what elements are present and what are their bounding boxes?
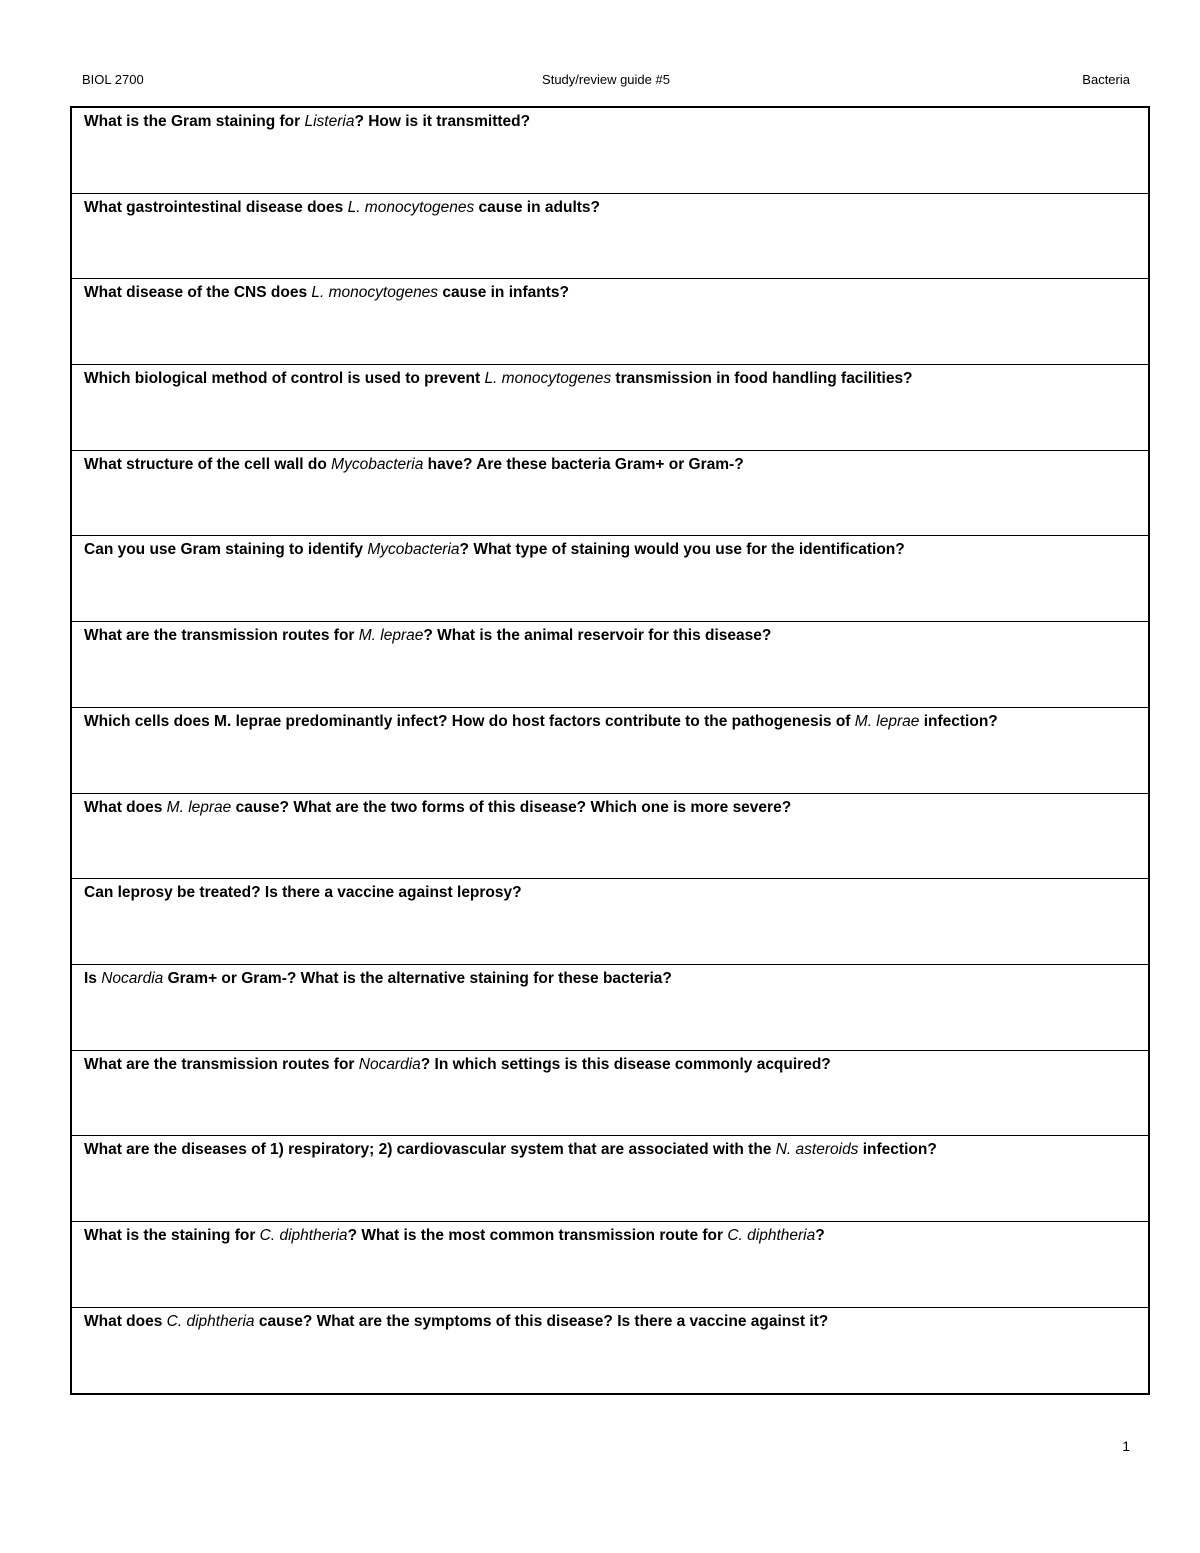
question-text: infection? bbox=[858, 1141, 937, 1159]
question-text: Which biological method of control is used to prevent bbox=[84, 370, 485, 388]
question-text-italic: L. monocytogenes bbox=[311, 284, 439, 302]
question-text: cause in adults? bbox=[474, 198, 601, 216]
guide-title: Study/review guide #5 bbox=[542, 72, 670, 87]
question-text: ? bbox=[815, 1226, 825, 1244]
question-text-italic: N. asteroids bbox=[775, 1141, 859, 1159]
question-row bbox=[72, 879, 1148, 965]
question-text: ? In which settings is this disease commonly acquired? bbox=[420, 1055, 831, 1073]
question-text: What are the transmission routes for bbox=[84, 1055, 359, 1073]
question-text-italic: M. leprae bbox=[166, 798, 232, 816]
question-row bbox=[72, 965, 1148, 1051]
question-text: What structure of the cell wall do bbox=[84, 455, 332, 473]
question-text-italic: C. diphtheria bbox=[166, 1312, 255, 1330]
question-text-italic: Listeria bbox=[304, 113, 355, 130]
question-text-italic: Mycobacteria bbox=[331, 455, 424, 473]
question-text: cause? What are the symptoms of this disease? Is there a vaccine against it? bbox=[254, 1312, 829, 1330]
question-text-italic: Mycobacteria bbox=[367, 541, 460, 559]
question-text: What are the diseases of 1) respiratory; 2) cardiovascular system that are associated with the bbox=[84, 1141, 776, 1159]
question-text-italic: M. leprae bbox=[358, 627, 424, 645]
question-text: have? Are these bacteria Gram+ or Gram-? bbox=[423, 455, 744, 473]
question-text: transmission in food handling facilities? bbox=[611, 370, 913, 388]
question-text: What does bbox=[84, 798, 167, 816]
question-text: ? What type of staining would you use for the identification? bbox=[459, 541, 905, 559]
question-row bbox=[72, 794, 1148, 880]
question-row bbox=[72, 194, 1148, 280]
question-text: ? How is it transmitted? bbox=[354, 113, 531, 130]
question-text: Can you use Gram staining to identify bbox=[84, 541, 368, 559]
question-text-italic: M. leprae bbox=[854, 712, 920, 730]
page-header bbox=[82, 72, 1130, 92]
question-row bbox=[72, 279, 1148, 365]
question-text-italic: L. monocytogenes bbox=[347, 198, 475, 216]
question-text-italic: L. monocytogenes bbox=[484, 370, 612, 388]
question-text: Which cells does M. leprae predominantly infect? How do host factors contribute to the pathogenesis of bbox=[84, 712, 855, 730]
question-text: cause? What are the two forms of this disease? Which one is more severe? bbox=[231, 798, 792, 816]
page-number: 1 bbox=[1122, 1438, 1130, 1454]
question-row bbox=[72, 1308, 1148, 1394]
question-text-italic: C. diphtheria bbox=[259, 1226, 348, 1244]
question-text: What is the Gram staining for bbox=[84, 113, 305, 130]
question-text: ? What is the most common transmission route for bbox=[347, 1226, 728, 1244]
question-text-italic: Nocardia bbox=[358, 1055, 421, 1073]
question-row bbox=[72, 536, 1148, 622]
question-text: ? What is the animal reservoir for this disease? bbox=[423, 627, 772, 645]
question-text-italic: Nocardia bbox=[101, 969, 164, 987]
question-text: Can leprosy be treated? Is there a vaccine against leprosy? bbox=[84, 884, 522, 902]
question-row bbox=[72, 1136, 1148, 1222]
question-text-italic: C. diphtheria bbox=[727, 1226, 816, 1244]
question-text: What disease of the CNS does bbox=[84, 284, 312, 302]
question-text: cause in infants? bbox=[438, 284, 569, 302]
question-text: What is the staining for bbox=[84, 1226, 260, 1244]
question-row bbox=[72, 108, 1148, 194]
question-text: What does bbox=[84, 1312, 167, 1330]
question-text: What are the transmission routes for bbox=[84, 627, 359, 645]
question-table bbox=[70, 106, 1150, 1395]
topic-label: Bacteria bbox=[1082, 72, 1130, 87]
question-text: Is bbox=[84, 969, 102, 987]
question-row bbox=[72, 451, 1148, 537]
question-row bbox=[72, 1051, 1148, 1137]
question-text: infection? bbox=[919, 712, 998, 730]
question-row bbox=[72, 708, 1148, 794]
question-text: What gastrointestinal disease does bbox=[84, 198, 348, 216]
question-text: Gram+ or Gram-? What is the alternative staining for these bacteria? bbox=[163, 969, 672, 987]
question-row bbox=[72, 365, 1148, 451]
question-row bbox=[72, 1222, 1148, 1308]
course-code: BIOL 2700 bbox=[82, 72, 144, 87]
question-row bbox=[72, 622, 1148, 708]
